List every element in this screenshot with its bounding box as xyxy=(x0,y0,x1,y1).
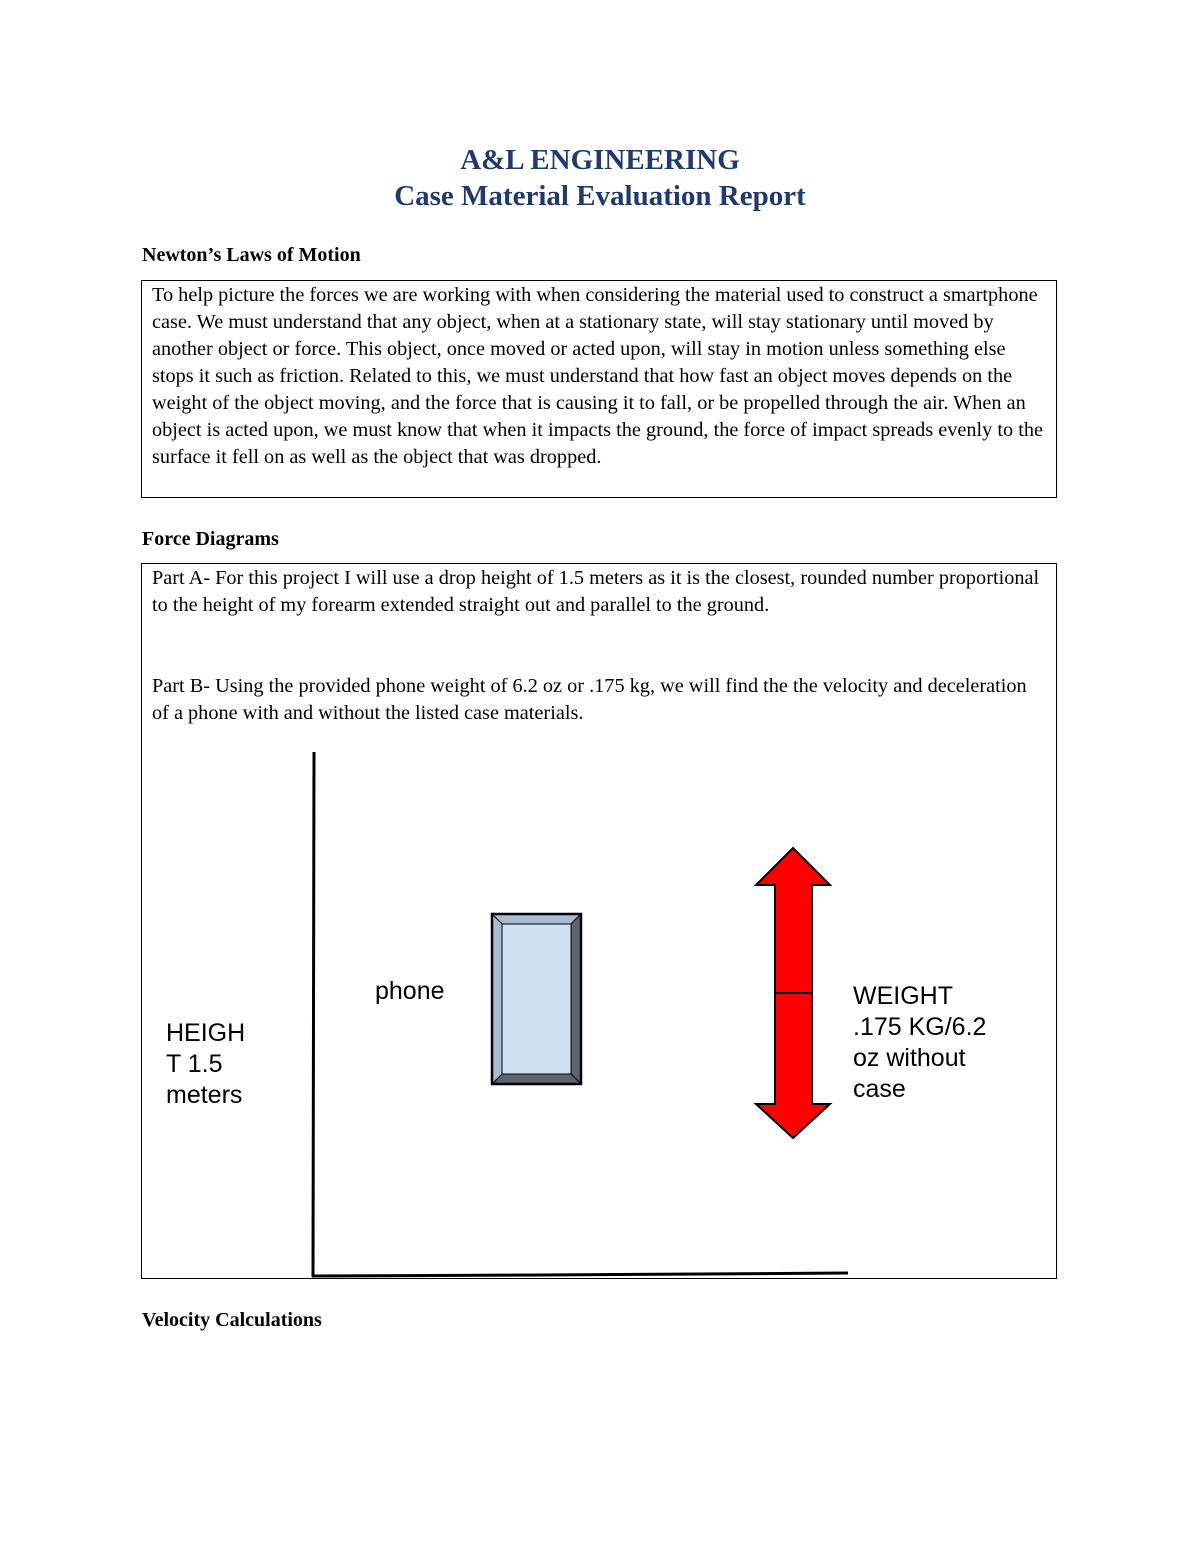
height-label-line: HEIGH xyxy=(166,1019,246,1047)
velocity-calculations-heading: Velocity Calculations xyxy=(142,1309,322,1331)
height-axis-line xyxy=(313,752,314,1277)
newtons-laws-heading: Newton’s Laws of Motion xyxy=(142,244,361,266)
newtons-laws-text: To help picture the forces we are working with when considering the material used to construct a smartphone case. We must understand that any object, when at a stationary state, will stay stationary until moved by another object or force. This object, once moved or acted upon, will stay in motion unless something else stops it such as friction. Related to this, we must understand that how fast an object moves depends on the weight of the object moving, and the force that is causing it to fall, or be propelled through the air. When an object is acted upon, we must know that when it impacts the ground, the force of impact spreads evenly to the surface it fell on as well as the object that was dropped. xyxy=(152,284,1044,468)
force-diagrams-box xyxy=(141,563,1057,1279)
weight-label-line: WEIGHT xyxy=(853,982,953,1010)
company-name: A&L ENGINEERING xyxy=(460,144,740,176)
weight-label-line: oz without xyxy=(853,1044,966,1072)
phone-label: phone xyxy=(375,977,445,1005)
height-label-line: meters xyxy=(166,1081,243,1109)
force-diagrams-heading: Force Diagrams xyxy=(142,528,279,550)
weight-label-line: .175 KG/6.2 xyxy=(853,1013,987,1041)
part-a-text: Part A- For this project I will use a drop height of 1.5 meters as it is the closest, rounded number proportional to the height of my forearm extended straight out and parallel to the ground. xyxy=(152,567,1040,616)
weight-label-line: case xyxy=(853,1075,906,1103)
newtons-laws-box xyxy=(141,280,1057,498)
phone-shape xyxy=(492,914,581,1084)
ground-line xyxy=(312,1273,848,1276)
weight-label xyxy=(853,981,986,1105)
part-b-text: Part B- Using the provided phone weight of 6.2 oz or .175 kg, we will find the the velocity and deceleration of a phone with and without the listed case materials. xyxy=(152,675,1027,724)
height-label xyxy=(166,1018,245,1111)
report-title: Case Material Evaluation Report xyxy=(394,180,806,212)
height-label-line: T 1.5 xyxy=(166,1050,223,1078)
force-diagram xyxy=(142,564,1056,1278)
